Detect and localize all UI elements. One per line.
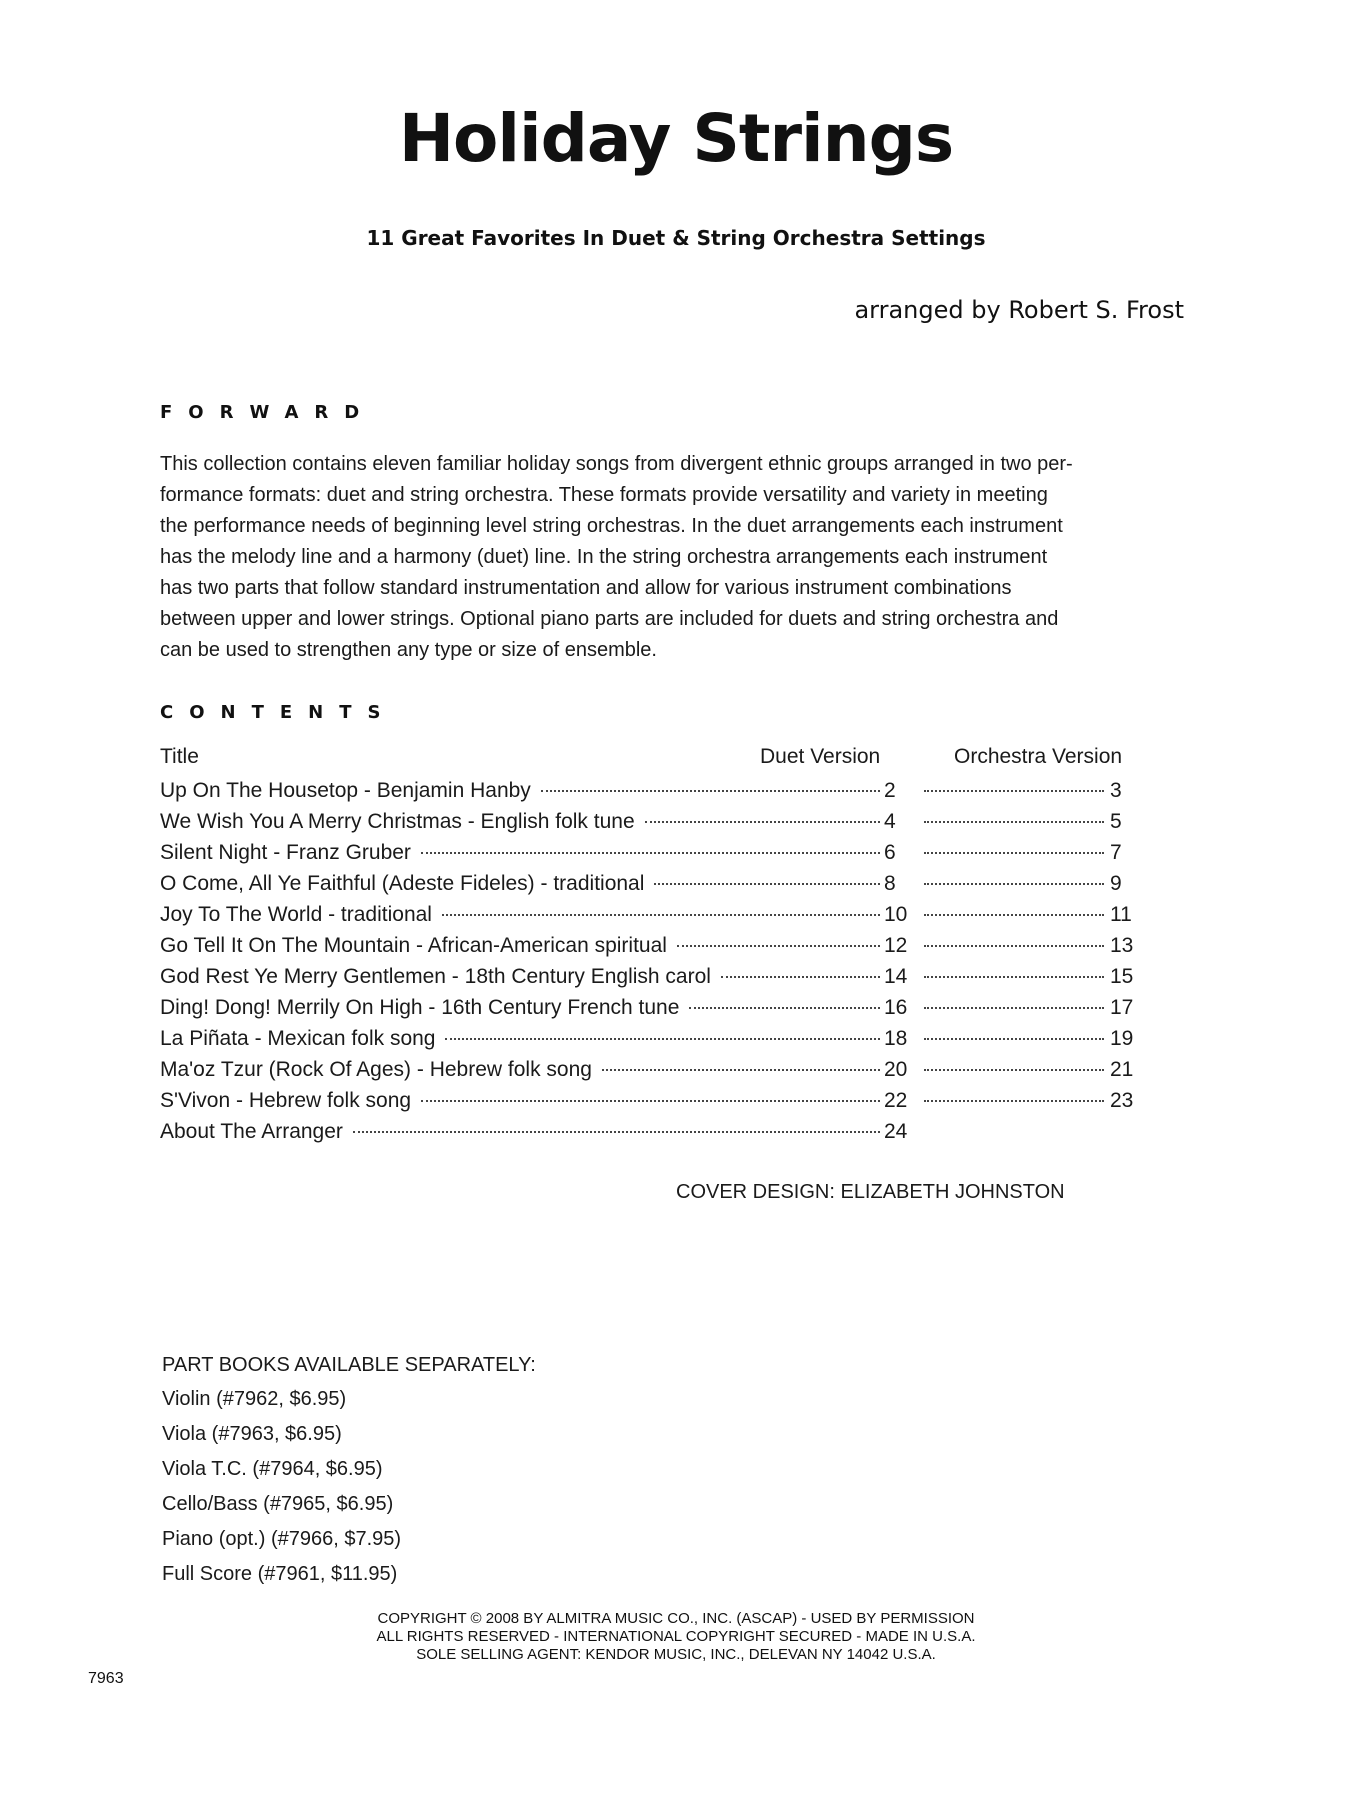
contents-row-orchestra-page: 17 xyxy=(1110,996,1134,1019)
part-book-item: Cello/Bass (#7965, $6.95) xyxy=(162,1493,394,1515)
part-books-heading: PART BOOKS AVAILABLE SEPARATELY: xyxy=(162,1354,536,1376)
contents-row-orchestra-page: 9 xyxy=(1110,872,1122,895)
dot-leader xyxy=(353,1131,880,1133)
part-book-item: Viola (#7963, $6.95) xyxy=(162,1423,342,1445)
contents-row xyxy=(160,934,1150,965)
contents-row xyxy=(160,841,1150,872)
contents-row xyxy=(160,1120,1150,1151)
part-book-item: Violin (#7962, $6.95) xyxy=(162,1388,347,1410)
contents-row-title: We Wish You A Merry Christmas - English folk tune xyxy=(160,810,635,833)
contents-row-orchestra-page: 11 xyxy=(1110,903,1132,926)
forward-heading: FORWARD xyxy=(160,402,376,423)
dot-leader xyxy=(677,945,880,947)
contents-row-duet-page: 24 xyxy=(884,1120,908,1143)
contents-row xyxy=(160,996,1150,1027)
contents-table xyxy=(160,745,1150,1151)
dot-leader xyxy=(421,852,880,854)
contents-row-duet-page: 8 xyxy=(884,872,896,895)
contents-row-title: Silent Night - Franz Gruber xyxy=(160,841,411,864)
copyright-line: SOLE SELLING AGENT: KENDOR MUSIC, INC., DELEVAN NY 14042 U.S.A. xyxy=(416,1646,936,1663)
copyright-line: ALL RIGHTS RESERVED - INTERNATIONAL COPYRIGHT SECURED - MADE IN U.S.A. xyxy=(376,1628,976,1645)
contents-row-orchestra-page: 7 xyxy=(1110,841,1122,864)
forward-paragraph xyxy=(160,449,1190,666)
part-books-list xyxy=(162,1354,536,1598)
contents-row-orchestra-page: 21 xyxy=(1110,1058,1134,1081)
dot-leader xyxy=(689,1007,880,1009)
contents-row-orchestra-page: 19 xyxy=(1110,1027,1134,1050)
page-title: Holiday Strings xyxy=(398,100,954,177)
contents-row-duet-page: 6 xyxy=(884,841,896,864)
dot-leader xyxy=(442,914,880,916)
dot-leader xyxy=(541,790,880,792)
contents-row xyxy=(160,1089,1150,1120)
contents-row-duet-page: 10 xyxy=(884,903,908,926)
copyright-line: COPYRIGHT © 2008 BY ALMITRA MUSIC CO., INC. (ASCAP) - USED BY PERMISSION xyxy=(377,1610,975,1627)
forward-line: has two parts that follow standard instrumentation and allow for various instrument combinations xyxy=(160,577,1012,599)
contents-row xyxy=(160,779,1150,810)
forward-line: This collection contains eleven familiar holiday songs from divergent ethnic groups arranged in two per- xyxy=(160,453,1073,475)
copyright-notice xyxy=(0,1610,1352,1664)
contents-row-duet-page: 16 xyxy=(884,996,908,1019)
forward-line: has the melody line and a harmony (duet) line. In the string orchestra arrangements each instrument xyxy=(160,546,1048,568)
contents-row-duet-page: 14 xyxy=(884,965,908,988)
contents-row-title: Go Tell It On The Mountain - African-American spiritual xyxy=(160,934,667,957)
part-book-item: Full Score (#7961, $11.95) xyxy=(162,1563,398,1585)
contents-row-title: O Come, All Ye Faithful (Adeste Fideles) - traditional xyxy=(160,872,645,895)
contents-row-orchestra-page: 3 xyxy=(1110,779,1122,802)
forward-line: can be used to strengthen any type or size of ensemble. xyxy=(160,639,657,661)
contents-row xyxy=(160,1058,1150,1089)
dot-leader xyxy=(924,821,1104,823)
dot-leader xyxy=(645,821,880,823)
contents-row-orchestra-page: 13 xyxy=(1110,934,1134,957)
contents-row-title: Ma'oz Tzur (Rock Of Ages) - Hebrew folk song xyxy=(160,1058,592,1081)
dot-leader xyxy=(924,1100,1104,1102)
dot-leader xyxy=(924,914,1104,916)
contents-header-row xyxy=(160,745,1150,779)
contents-row-duet-page: 12 xyxy=(884,934,908,957)
dot-leader xyxy=(924,945,1104,947)
page-subtitle: 11 Great Favorites In Duet & String Orchestra Settings xyxy=(366,226,986,250)
column-duet: Duet Version xyxy=(760,745,881,768)
contents-row-duet-page: 2 xyxy=(884,779,896,802)
column-orchestra: Orchestra Version xyxy=(954,745,1123,768)
catalog-number: 7963 xyxy=(88,1670,124,1687)
cover-design-credit: COVER DESIGN: ELIZABETH JOHNSTON xyxy=(676,1181,1065,1203)
contents-row-duet-page: 22 xyxy=(884,1089,908,1112)
forward-line: between upper and lower strings. Optional piano parts are included for duets and string orchestra and xyxy=(160,608,1059,630)
part-book-item: Piano (opt.) (#7966, $7.95) xyxy=(162,1528,402,1550)
dot-leader xyxy=(924,852,1104,854)
dot-leader xyxy=(602,1069,880,1071)
dot-leader xyxy=(721,976,880,978)
contents-row xyxy=(160,1027,1150,1058)
arranger-credit: arranged by Robert S. Frost xyxy=(854,296,1184,324)
contents-row xyxy=(160,965,1150,996)
dot-leader xyxy=(924,1069,1104,1071)
contents-row-duet-page: 18 xyxy=(884,1027,908,1050)
column-title: Title xyxy=(160,745,199,768)
dot-leader xyxy=(924,1007,1104,1009)
contents-row xyxy=(160,903,1150,934)
contents-row-title: La Piñata - Mexican folk song xyxy=(160,1027,436,1050)
contents-row-title: Joy To The World - traditional xyxy=(160,903,432,926)
forward-line: the performance needs of beginning level string orchestras. In the duet arrangements each instrument xyxy=(160,515,1063,537)
contents-row-duet-page: 20 xyxy=(884,1058,908,1081)
contents-row-orchestra-page: 23 xyxy=(1110,1089,1134,1112)
contents-row-title: Ding! Dong! Merrily On High - 16th Century French tune xyxy=(160,996,680,1019)
dot-leader xyxy=(924,883,1104,885)
dot-leader xyxy=(445,1038,880,1040)
contents-row-orchestra-page: 15 xyxy=(1110,965,1134,988)
contents-row-title: Up On The Housetop - Benjamin Hanby xyxy=(160,779,531,802)
contents-row-duet-page: 4 xyxy=(884,810,896,833)
contents-row-title: God Rest Ye Merry Gentlemen - 18th Century English carol xyxy=(160,965,711,988)
contents-row-orchestra-page: 5 xyxy=(1110,810,1122,833)
dot-leader xyxy=(924,976,1104,978)
contents-heading: CONTENTS xyxy=(160,702,397,723)
dot-leader xyxy=(924,790,1104,792)
dot-leader xyxy=(654,883,880,885)
contents-row-title: About The Arranger xyxy=(160,1120,343,1143)
part-book-item: Viola T.C. (#7964, $6.95) xyxy=(162,1458,383,1480)
dot-leader xyxy=(924,1038,1104,1040)
contents-row xyxy=(160,810,1150,841)
dot-leader xyxy=(421,1100,880,1102)
contents-row-title: S'Vivon - Hebrew folk song xyxy=(160,1089,412,1112)
forward-line: formance formats: duet and string orchestra. These formats provide versatility and variety in meeting xyxy=(160,484,1048,506)
contents-row xyxy=(160,872,1150,903)
